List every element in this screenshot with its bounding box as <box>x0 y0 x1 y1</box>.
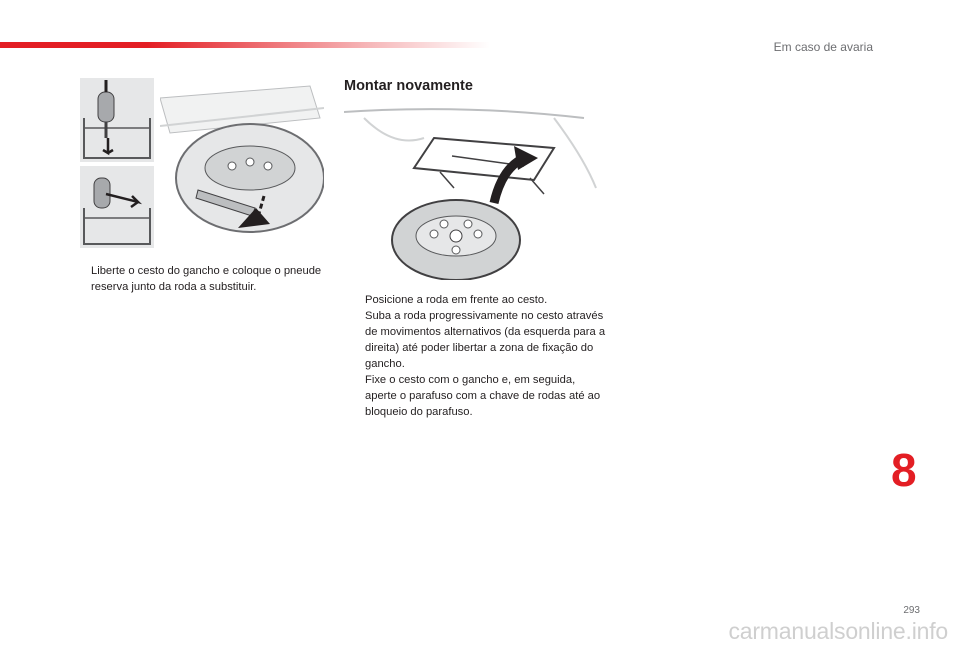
section-header: Em caso de avaria <box>773 40 873 54</box>
step-text: Liberte o cesto do gancho e coloque o pneude reserva junto da roda a substituir. <box>91 265 322 293</box>
hook-release-illustration <box>80 78 154 248</box>
wheel-refit-illustration <box>344 108 600 280</box>
section-title: Montar novamente <box>344 78 473 94</box>
step-text: Posicione a roda em frente ao cesto. <box>365 294 548 306</box>
step-text: Suba a roda progressivamente no cesto através de movimentos alternativos (da esquerda para a direita) até poder libertar a zona de fixação do gancho. <box>365 310 606 370</box>
page-number: 293 <box>903 605 920 616</box>
list-item <box>344 292 606 308</box>
watermark: carmanualsonline.info <box>728 618 948 644</box>
chapter-number: 8 <box>891 444 917 496</box>
right-step-list <box>344 292 606 420</box>
list-item <box>344 372 606 420</box>
spare-wheel-lowering-illustration <box>160 78 324 248</box>
chapter-color-bar <box>0 42 490 48</box>
left-step-list <box>70 263 325 295</box>
list-item <box>344 308 606 372</box>
list-item <box>70 263 325 295</box>
step-text: Fixe o cesto com o gancho e, em seguida, aperte o parafuso com a chave de rodas até ao bloqueio do parafuso. <box>365 374 601 418</box>
